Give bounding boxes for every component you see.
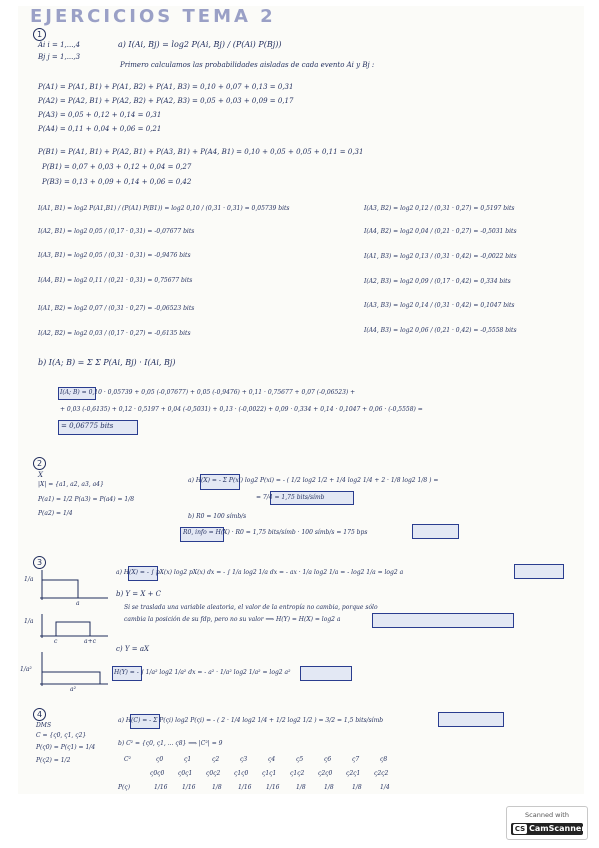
graph3-ylabel: 1/a² bbox=[20, 666, 32, 673]
ex1-given-b: Bj j = 1,...,3 bbox=[38, 53, 81, 61]
page-title: EJERCICIOS TEMA 2 bbox=[30, 6, 276, 27]
table-cell: 1/16 bbox=[154, 784, 168, 791]
ex4-part-b: b) C² = {ς0, ς1, ... ς8} ⟹ |C²| = 9 bbox=[118, 740, 223, 747]
ex1-sum-line-1: I(A; B) = 0,10 · 0,05739 + 0,05 (-0,07677) + 0,05 (-0,9476) + 0,11 · 0,75677 + 0,07 (-0,06523) + bbox=[60, 389, 356, 396]
ex3-part-a: a) H(X) = - ∫ pX(x) log2 pX(x) dx = - ∫ 1/a log2 1/a dx = - ax · 1/a log2 1/a = - log2 1/a = log2 a bbox=[116, 569, 404, 576]
table-cell: ς0 bbox=[156, 756, 164, 763]
ex2-part-b: b) R0 = 100 símb/s bbox=[188, 513, 247, 520]
graph3-xlabel: a² bbox=[70, 686, 76, 693]
ex3-part-b: b) Y = X + C bbox=[116, 590, 162, 598]
table-cell: ς0ς0 bbox=[150, 770, 165, 777]
ex2-part-a: a) H(X) = - Σ P(xi) log2 P(xi) = - ( 1/2 log2 1/2 + 1/4 log2 1/4 + 2 · 1/8 log2 1/8 ) = bbox=[188, 477, 439, 484]
ex1-pa3: P(A3) = 0,05 + 0,12 + 0,14 = 0,31 bbox=[38, 111, 162, 119]
table-cell: 1/8 bbox=[352, 784, 362, 791]
scaled-pdf-graph bbox=[30, 650, 110, 690]
table-cell: ς2 bbox=[212, 756, 220, 763]
ex1-info-a1b1: I(A1, B1) = log2 P(A1,B1) / (P(A1) P(B1)) = log2 0,10 / (0,31 · 0,31) = 0,05739 bits bbox=[38, 205, 290, 212]
ex1-info-a3b2: I(A3, B2) = log2 0,12 / (0,31 · 0,27) = 0,5197 bits bbox=[364, 205, 515, 212]
ex4-alphabet: C = {ς0, ς1, ς2} bbox=[36, 732, 87, 739]
ex1-info-a4b2: I(A4, B2) = log2 0,04 / (0,21 · 0,27) = -0,5031 bits bbox=[364, 228, 517, 235]
ex1-result: = 0,06775 bits bbox=[61, 422, 114, 430]
table-cell: 1/16 bbox=[266, 784, 280, 791]
table-cell: ς4 bbox=[268, 756, 276, 763]
ex1-pa2: P(A2) = P(A2, B1) + P(A2, B2) + P(A2, B3) = 0,05 + 0,03 + 0,09 = 0,17 bbox=[38, 97, 294, 105]
ex1-pb2: P(B1) = 0,07 + 0,03 + 0,12 + 0,04 = 0,27 bbox=[42, 163, 192, 171]
ex1-info-a3b3: I(A3, B3) = log2 0,14 / (0,31 · 0,42) = 0,1047 bits bbox=[364, 302, 515, 309]
ex1-pb1: P(B1) = P(A1, B1) + P(A2, B1) + P(A3, B1) + P(A4, B1) = 0,10 + 0,05 + 0,05 + 0,11 = 0,31 bbox=[38, 148, 364, 156]
ex1-pa1: P(A1) = P(A1, B1) + P(A1, B2) + P(A1, B3) = 0,10 + 0,07 + 0,13 = 0,31 bbox=[38, 83, 294, 91]
ex2-var: X bbox=[38, 471, 43, 479]
ex1-info-a1b2: I(A1, B2) = log2 0,07 / (0,31 · 0,27) = -0,06523 bits bbox=[38, 305, 195, 312]
ex2-part-a-result: = 7/4 = 1,75 bits/símb bbox=[256, 494, 325, 501]
ex2-bps-box bbox=[412, 524, 459, 539]
ex1-part-a: a) I(Ai, Bj) = log2 P(Ai, Bj) / (P(Ai) P(Bj)) bbox=[118, 40, 282, 49]
ex1-intro: Primero calculamos las probabilidades aisladas de cada evento Ai y Bj : bbox=[120, 61, 375, 69]
table-cell: ς7 bbox=[352, 756, 360, 763]
graph1-xlabel: a bbox=[76, 600, 80, 607]
table-cell: ς1ς1 bbox=[262, 770, 277, 777]
table-cell: ς0ς1 bbox=[178, 770, 193, 777]
ex3-part-b-text1: Si se traslada una variable aleatoria, el valor de la entropía no cambia, porque sólo bbox=[124, 604, 378, 611]
ex2-alphabet: |X| = {a1, a2, a3, a4} bbox=[38, 481, 104, 488]
ex1-info-a3b1: I(A3, B1) = log2 0,05 / (0,31 · 0,31) = -0,9476 bits bbox=[38, 252, 191, 259]
table-cell: ς2ς0 bbox=[318, 770, 333, 777]
table-row-header: P(ς) bbox=[118, 784, 131, 791]
table-cell: ς1ς2 bbox=[290, 770, 305, 777]
table-cell: ς3 bbox=[240, 756, 248, 763]
ex4-result-box bbox=[438, 712, 504, 727]
exercise-4-number: 4 bbox=[33, 708, 46, 721]
ex2-p1: P(a1) = 1/2 P(a3) = P(a4) = 1/8 bbox=[38, 496, 135, 503]
exercise-1-number: 1 bbox=[33, 28, 46, 41]
graph2-ac-label: a+c bbox=[84, 638, 96, 645]
ex1-info-a2b3: I(A2, B3) = log2 0,09 / (0,17 · 0,42) = 0,334 bits bbox=[364, 278, 511, 285]
ex4-p2: P(ς2) = 1/2 bbox=[36, 757, 71, 764]
table-cell: ς2ς1 bbox=[346, 770, 361, 777]
ex3-part-c-result: H(Y) = - ∫ 1/a² log2 1/a² dx = - a² · 1/a² log2 1/a² = log2 a² bbox=[114, 669, 291, 676]
ex1-info-a4b3: I(A4, B3) = log2 0,06 / (0,21 · 0,42) = -0,5558 bits bbox=[364, 327, 517, 334]
graph1-ylabel: 1/a bbox=[24, 576, 34, 583]
graph2-c-label: c bbox=[54, 638, 58, 645]
ex3-part-c: c) Y = aX bbox=[116, 645, 149, 653]
graph2-ylabel: 1/a bbox=[24, 618, 34, 625]
ex1-part-b: b) I(A; B) = Σ Σ P(Ai, Bj) · I(Ai, Bj) bbox=[38, 358, 176, 367]
ex1-given-a: Ai i = 1,...,4 bbox=[38, 41, 81, 49]
ex4-p01: P(ς0) = P(ς1) = 1/4 bbox=[36, 744, 96, 751]
table-cell: ς0ς2 bbox=[206, 770, 221, 777]
ex4-dms: DMS bbox=[36, 722, 52, 729]
ex3-hy-box bbox=[372, 613, 514, 628]
table-cell: ς8 bbox=[380, 756, 388, 763]
ex2-part-b-result: R0, info = H(X) · R0 = 1,75 bits/símb · 100 símb/s = 175 bps bbox=[183, 529, 368, 536]
ex3-loga2-box bbox=[300, 666, 352, 681]
table-cell: ς2ς2 bbox=[374, 770, 389, 777]
table-cell: 1/8 bbox=[296, 784, 306, 791]
ex4-part-a: a) H(C) = - Σ P(ςi) log2 P(ςi) = - ( 2 · 1/4 log2 1/4 + 1/2 log2 1/2 ) = 3/2 = 1,5 bits/símb bbox=[118, 717, 384, 724]
table-cell: 1/8 bbox=[212, 784, 222, 791]
table-cell: ς1 bbox=[184, 756, 192, 763]
table-cell: ς6 bbox=[324, 756, 332, 763]
camscanner-icon: CS bbox=[514, 825, 526, 833]
exercise-2-number: 2 bbox=[33, 457, 46, 470]
table-cell: ς1ς0 bbox=[234, 770, 249, 777]
ex1-info-a2b1: I(A2, B1) = log2 0,05 / (0,17 · 0,31) = -0,07677 bits bbox=[38, 228, 195, 235]
watermark-caption: Scanned with bbox=[525, 811, 569, 819]
table-cell: 1/16 bbox=[238, 784, 252, 791]
table-cell: 1/8 bbox=[324, 784, 334, 791]
camscanner-logo bbox=[511, 823, 586, 835]
ex2-p2: P(a2) = 1/4 bbox=[38, 510, 73, 517]
table-row-header: C² bbox=[124, 756, 131, 763]
table-cell: ς5 bbox=[296, 756, 304, 763]
ex1-info-a2b2: I(A2, B2) = log2 0,03 / (0,17 · 0,27) = -0,6135 bits bbox=[38, 330, 191, 337]
ex1-info-a4b1: I(A4, B1) = log2 0,11 / (0,21 · 0,31) = 0,75677 bits bbox=[38, 277, 193, 284]
ex1-pa4: P(A4) = 0,11 + 0,04 + 0,06 = 0,21 bbox=[38, 125, 162, 133]
uniform-pdf-graph bbox=[30, 568, 110, 603]
exercise-3-number: 3 bbox=[33, 556, 46, 569]
table-cell: 1/16 bbox=[182, 784, 196, 791]
table-cell: 1/4 bbox=[380, 784, 390, 791]
ex1-info-a1b3: I(A1, B3) = log2 0,13 / (0,31 · 0,42) = -0,0022 bits bbox=[364, 253, 517, 260]
ex1-sum-line-2: + 0,03 (-0,6135) + 0,12 · 0,5197 + 0,04 (-0,5031) + 0,13 · (-0,0022) + 0,09 · 0,334 + 0,14 · 0,1047 + 0,06 · (-0,5558) = bbox=[60, 406, 423, 413]
shifted-pdf-graph bbox=[30, 612, 110, 642]
ex1-pb3: P(B3) = 0,13 + 0,09 + 0,14 + 0,06 = 0,42 bbox=[42, 178, 192, 186]
camscanner-brand: CamScanner bbox=[529, 824, 586, 833]
ex3-part-b-text2: cambia la posición de su fdp, pero no su valor ⟹ H(Y) = H(X) = log2 a bbox=[124, 616, 341, 623]
ex3-log-box bbox=[514, 564, 564, 579]
camscanner-watermark bbox=[506, 806, 588, 840]
